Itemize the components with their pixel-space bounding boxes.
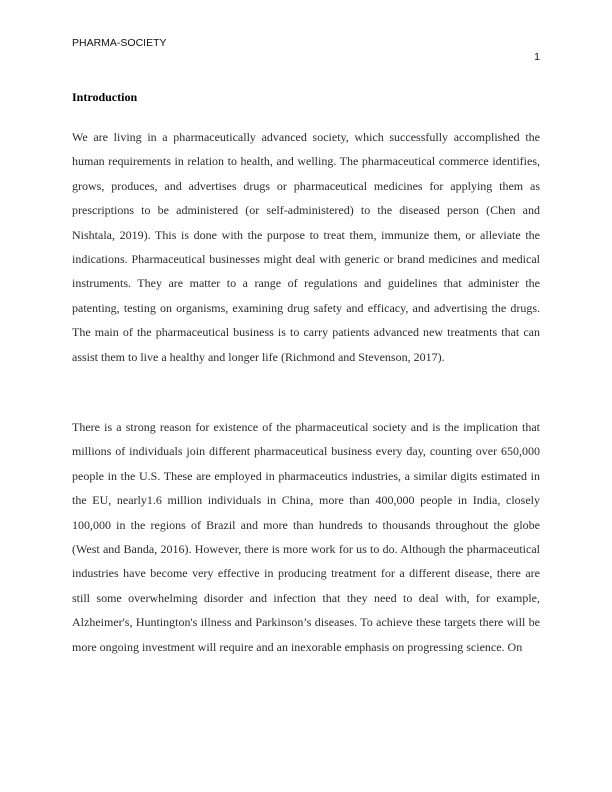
page-number: 1 [534, 51, 540, 63]
body-paragraph-1: We are living in a pharmaceutically advanced society, which successfully accomplished the human requirements in relation to health, and welling. The pharmaceutical commerce identifies, grows, produces, and advertises drugs or pharmaceutical medicines for applying them as prescriptions to be administered (or self-administered) to the diseased person (Chen and Nishtala, 2019). This is done with the purpose to treat them, immunize them, or alleviate the indications. Pharmaceutical businesses might deal with generic or brand medicines and medical instruments. They are matter to a range of regulations and guidelines that administer the patenting, testing on organisms, examining drug safety and efficacy, and advertising the drugs. The main of the pharmaceutical business is to carry patients advanced new treatments that can assist them to live a healthy and longer life (Richmond and Stevenson, 2017). [72, 130, 540, 364]
section-heading: Introduction [72, 90, 138, 104]
running-head: PHARMA-SOCIETY [72, 37, 167, 49]
body-paragraph-2: There is a strong reason for existence of the pharmaceutical society and is the implication that millions of individuals join different pharmaceutical business every day, counting over 650,000 people in the U.S. These are employed in pharmaceutics industries, a similar digits estimated in the EU, nearly1.6 million individuals in China, more than 400,000 people in India, closely 100,000 in the regions of Brazil and more than hundreds to thousands throughout the globe (West and Banda, 2016). However, there is more work for us to do. Although the pharmaceutical industries have become very effective in producing treatment for a different disease, there are still some overwhelming disorder and infection that they need to deal with, for example, Alzheimer's, Huntington's illness and Parkinson’s diseases. To achieve these targets there will be more ongoing investment will require and an inexorable emphasis on progressing science. On [72, 420, 540, 654]
